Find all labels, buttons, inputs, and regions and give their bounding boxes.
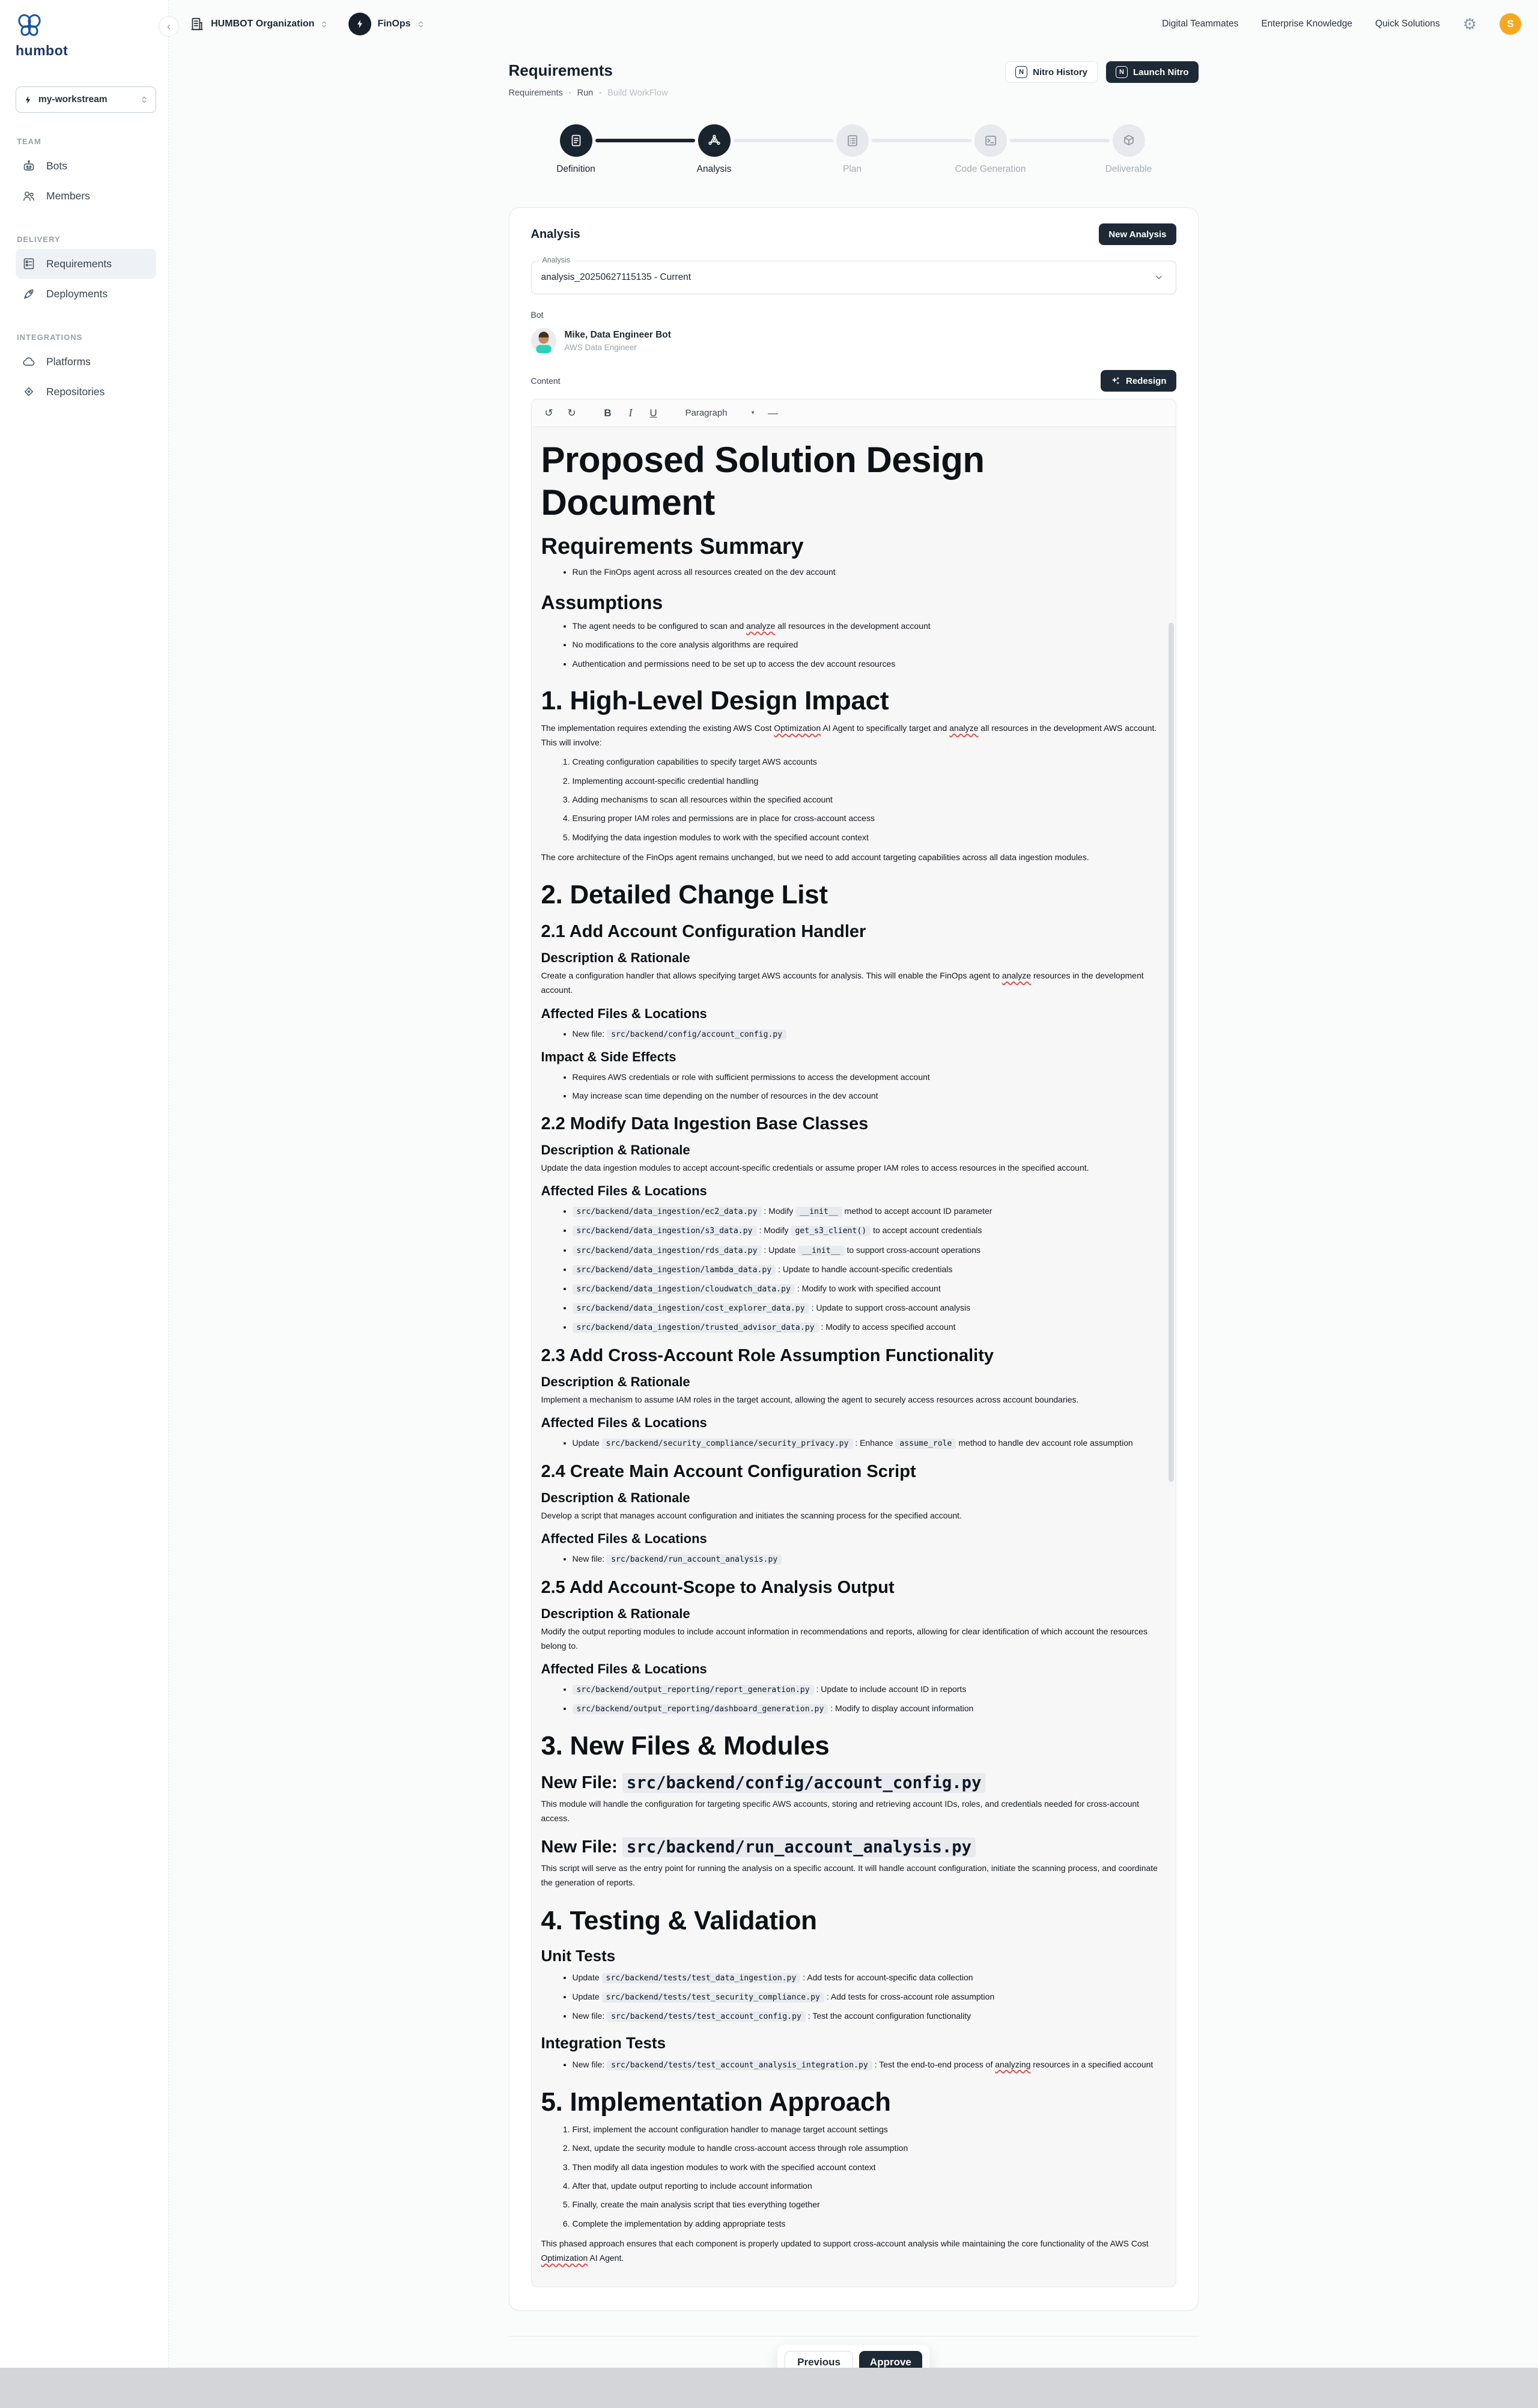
workflow-stepper [556, 124, 1152, 180]
inline-code: src/backend/config/account_config.py [622, 1773, 986, 1793]
members-icon [22, 189, 36, 203]
doc-list [541, 619, 1166, 670]
bot-field-label: Bot [530, 310, 544, 320]
doc-list [541, 1070, 1166, 1103]
bot-role: AWS Data Engineer [564, 342, 637, 352]
doc-heading: Integration Tests [541, 2033, 666, 2052]
content-field-label: Content [530, 376, 561, 386]
topbar-link-enterprise-knowledge[interactable]: Enterprise Knowledge [1261, 19, 1352, 29]
launch-nitro-button[interactable]: N Launch Nitro [1106, 61, 1199, 83]
doc-heading: 2.1 Add Account Configuration Handler [541, 922, 866, 942]
doc-list-item: • New file: src/backend/run_account_analysis.py [573, 1552, 1166, 1566]
horizontal-rule-button[interactable]: — [764, 404, 782, 422]
redesign-button[interactable]: Redesign [1101, 370, 1176, 392]
document-icon [569, 133, 583, 148]
doc-list [541, 1436, 1166, 1450]
doc-heading: Unit Tests [541, 1946, 616, 1965]
rocket-icon [22, 287, 36, 301]
breadcrumb-item[interactable]: Requirements [508, 88, 563, 98]
stepper-connector [595, 139, 695, 142]
doc-heading: Assumptions [541, 591, 663, 613]
italic-button[interactable]: I [622, 404, 640, 422]
step-code-generation[interactable] [974, 124, 1007, 157]
approve-button[interactable]: Approve [859, 2351, 922, 2374]
doc-heading: New File: src/backend/config/account_config.py [541, 1773, 1166, 1793]
chevron-down-icon [1154, 273, 1164, 282]
spellcheck-word: Optimization [541, 2253, 588, 2263]
sidebar-section-title: INTEGRATIONS [17, 333, 83, 342]
doc-list-item: 2. Implementing account-specific credential handling [573, 774, 1166, 787]
requirements-icon [22, 256, 36, 271]
doc-list-item: 5. Modifying the data ingestion modules to work with the specified account context [573, 831, 1166, 844]
analysis-network-icon [707, 133, 722, 148]
doc-list-item: • src/backend/data_ingestion/rds_data.py : Update __init__ to support cross-account operations [573, 1243, 1166, 1257]
stepper-connector [1010, 139, 1110, 142]
doc-list-item: • New file: src/backend/config/account_config.py [573, 1027, 1166, 1041]
nitro-icon: N [1015, 66, 1027, 78]
bot-name: Mike, Data Engineer Bot [564, 329, 671, 340]
doc-list-item: • No modifications to the core analysis algorithms are required [573, 638, 1166, 651]
doc-list-item: • src/backend/output_reporting/dashboard_generation.py : Modify to display account information [573, 1702, 1166, 1715]
sidebar-item-members[interactable] [16, 181, 156, 211]
step-deliverable[interactable] [1113, 124, 1145, 157]
doc-heading: Affected Files & Locations [541, 1530, 707, 1546]
previous-button[interactable]: Previous [785, 2351, 853, 2374]
doc-heading: Description & Rationale [541, 1374, 690, 1389]
sidebar [0, 0, 169, 2368]
spellcheck-word: Optimization [774, 723, 821, 733]
bot-avatar [531, 328, 556, 353]
doc-list-item: • Update src/backend/tests/test_data_ingestion.py : Add tests for account-specific data collection [573, 1971, 1166, 1985]
inline-code: src/backend/security_compliance/security_privacy.py [602, 1439, 853, 1449]
breadcrumb [509, 88, 668, 98]
doc-heading: Affected Files & Locations [541, 1005, 707, 1021]
stepper-connector [872, 139, 971, 142]
stepper-connector [734, 139, 833, 142]
finops-badge-icon [348, 13, 371, 35]
sidebar-section-title: DELIVERY [17, 235, 61, 244]
building-icon [189, 16, 205, 32]
inline-code: __init__ [798, 1246, 844, 1256]
doc-list-item: • The agent needs to be configured to scan and analyze all resources in the development account [573, 619, 1166, 632]
package-icon [1122, 133, 1136, 148]
topbar-link-quick-solutions[interactable]: Quick Solutions [1375, 19, 1440, 29]
editor-toolbar [532, 399, 1176, 427]
plan-checklist-icon [845, 133, 860, 148]
page-header [509, 61, 1199, 98]
doc-heading: Affected Files & Locations [541, 1415, 707, 1430]
doc-list [541, 2123, 1166, 2230]
sidebar-item-label: Members [46, 189, 90, 202]
analysis-select-value: analysis_20250627115135 - Current [541, 272, 691, 282]
doc-list [541, 565, 1166, 578]
step-label: Analysis [696, 164, 732, 174]
sidebar-collapse-button[interactable]: ‹ [159, 16, 179, 37]
doc-paragraph: This module will handle the configuration for targeting specific AWS accounts, storing and retrieving account IDs, roles, and credentials needed for cross-account access. [541, 1799, 1140, 1824]
doc-list-item: • src/backend/data_ingestion/cost_explorer_data.py : Update to support cross-account analysis [573, 1301, 1166, 1315]
bottom-band [0, 2368, 1538, 2408]
breadcrumb-item[interactable]: Run [577, 88, 594, 98]
repo-icon [22, 384, 36, 399]
inline-code: src/backend/output_reporting/dashboard_generation.py [573, 1704, 828, 1714]
step-analysis[interactable] [698, 124, 731, 157]
doc-list-item: • New file: src/backend/tests/test_account_config.py : Test the account configuration functionality [573, 2009, 1166, 2023]
doc-heading: 2.5 Add Account-Scope to Analysis Output [541, 1577, 895, 1597]
doc-heading: 2.2 Modify Data Ingestion Base Classes [541, 1114, 869, 1134]
doc-heading: Description & Rationale [541, 1490, 690, 1505]
sidebar-item-deployments[interactable] [16, 279, 156, 309]
spellcheck-word: analyze [746, 620, 776, 631]
chevron-updown-icon [320, 19, 328, 29]
spellcheck-word: analyzing [995, 2059, 1031, 2069]
gear-icon[interactable]: ⚙ [1462, 15, 1477, 33]
org-switcher[interactable] [189, 16, 328, 32]
analysis-select[interactable] [531, 256, 1176, 294]
cloud-icon [22, 354, 36, 369]
doc-list-item: • Run the FinOps agent across all resources created on the dev account [573, 565, 1166, 578]
bolt-icon [23, 95, 32, 105]
sidebar-item-label: Bots [46, 159, 68, 172]
inline-code: src/backend/data_ingestion/s3_data.py [573, 1226, 757, 1236]
sidebar-section-title: TEAM [17, 137, 41, 146]
step-label: Definition [556, 164, 595, 174]
doc-heading: Description & Rationale [541, 1606, 690, 1621]
underline-button[interactable]: U [645, 404, 663, 422]
doc-heading: Affected Files & Locations [541, 1183, 707, 1199]
doc-list-item: • Authentication and permissions need to be set up to access the dev account resources [573, 657, 1166, 670]
step-label: Code Generation [955, 164, 1026, 174]
step-plan[interactable] [836, 124, 869, 157]
chevron-updown-icon [140, 94, 148, 105]
step-label: Deliverable [1105, 164, 1152, 174]
doc-paragraph: Update the data ingestion modules to accept account-specific credentials or assume proper IAM roles to access resources in the specified account. [541, 1163, 1089, 1173]
doc-list-item: 3. Adding mechanisms to scan all resources within the specified account [573, 793, 1166, 806]
doc-list [541, 1971, 1166, 2023]
redo-icon[interactable]: ↻ [563, 404, 581, 422]
doc-list-item: 4. Ensuring proper IAM roles and permissions are in place for cross-account access [573, 811, 1166, 825]
sidebar-section [16, 235, 156, 309]
doc-list [541, 1552, 1166, 1566]
doc-list-item: 1. First, implement the account configuration handler to manage target account settings [573, 2123, 1166, 2136]
doc-heading: Requirements Summary [541, 533, 804, 559]
doc-heading: 4. Testing & Validation [541, 1905, 817, 1935]
chevron-updown-icon [417, 19, 425, 29]
inline-code: src/backend/tests/test_account_config.py [607, 2012, 806, 2022]
doc-list-item: • src/backend/data_ingestion/lambda_data.py : Update to handle account-specific credentials [573, 1263, 1166, 1276]
inline-code: src/backend/output_reporting/report_generation.py [573, 1685, 814, 1695]
inline-code: src/backend/data_ingestion/cloudwatch_data.py [573, 1284, 795, 1294]
editor-scrollbar[interactable] [1169, 623, 1174, 1482]
sidebar-item-label: Platforms [46, 355, 91, 368]
sidebar-item-label: Deployments [46, 287, 108, 300]
workstream-value: my-workstream [38, 94, 108, 105]
spellcheck-word: analyze [1002, 971, 1032, 981]
workstream-selector[interactable] [16, 86, 156, 113]
doc-list-item: • src/backend/data_ingestion/s3_data.py : Modify get_s3_client() to accept account credentials [573, 1224, 1166, 1237]
breadcrumb-separator-icon: • [568, 89, 571, 97]
doc-paragraph: This script will serve as the entry point for running the analysis on a specific account. It will handle account configuration, initiate the scanning process, and coordinate the generation of reports. [541, 1863, 1158, 1888]
doc-list-item: • src/backend/data_ingestion/cloudwatch_data.py : Modify to work with specified account [573, 1282, 1166, 1296]
doc-list-item: 1. Creating configuration capabilities to specify target AWS accounts [573, 755, 1166, 768]
nitro-icon: N [1116, 66, 1128, 78]
doc-paragraph: Develop a script that manages account configuration and initiates the scanning process for the specified account. [541, 1510, 962, 1520]
doc-list-item: • Requires AWS credentials or role with sufficient permissions to access the development account [573, 1070, 1166, 1084]
card-title: Analysis [530, 227, 580, 241]
sidebar-item-label: Repositories [46, 385, 105, 398]
doc-paragraph: This phased approach ensures that each component is properly updated to support cross-account analysis while maintaining the core functionality of the AWS Cost Optimization AI Agent. [541, 2239, 1149, 2263]
doc-list [541, 1682, 1166, 1715]
doc-list-item: • src/backend/data_ingestion/ec2_data.py : Modify __init__ method to accept account ID parameter [573, 1204, 1166, 1218]
doc-list-item: 3. Then modify all data ingestion modules to work with the specified account context [573, 2161, 1166, 2174]
inline-code: src/backend/tests/test_security_compliance.py [602, 1992, 824, 2003]
topbar [169, 0, 1538, 48]
caret-down-icon: ▾ [751, 410, 755, 416]
step-label: Plan [842, 164, 862, 174]
sidebar-section [16, 333, 156, 407]
doc-heading: 2. Detailed Change List [541, 880, 828, 910]
sidebar-item-platforms[interactable] [16, 347, 156, 377]
inline-code: assume_role [895, 1439, 956, 1449]
project-name: FinOps [377, 19, 411, 29]
doc-list-item: • May increase scan time depending on the number of resources in the dev account [573, 1089, 1166, 1102]
topbar-links [1162, 19, 1440, 29]
org-name: HUMBOT Organization [211, 19, 315, 29]
inline-code: src/backend/run_account_analysis.py [607, 1554, 782, 1565]
inline-code: get_s3_client() [791, 1226, 871, 1236]
analysis-select-label: Analysis [539, 256, 574, 264]
humbot-logo [16, 13, 156, 59]
inline-code: __init__ [795, 1207, 842, 1217]
page-title: Requirements [508, 61, 613, 79]
main-area [169, 0, 1538, 2368]
sidebar-item-label: Requirements [46, 257, 112, 270]
new-analysis-button[interactable]: New Analysis [1099, 223, 1176, 245]
doc-paragraph: The implementation requires extending the existing AWS Cost Optimization AI Agent to specifically target and analyze all resources in the development AWS account. This will involve: [541, 723, 1157, 748]
doc-paragraph: Implement a mechanism to assume IAM roles in the target account, allowing the agent to securely access resources across account boundaries. [541, 1394, 1079, 1404]
bot-row [531, 328, 1176, 353]
spellcheck-word: analyze [949, 723, 979, 733]
logo-wordmark: humbot [16, 43, 68, 58]
inline-code: src/backend/tests/test_data_ingestion.py [602, 1973, 801, 1983]
analysis-card [509, 207, 1199, 2311]
doc-heading: Proposed Solution Design Document [541, 440, 985, 523]
doc-list-item: • Update src/backend/tests/test_security_compliance.py : Add tests for cross-account role assumption [573, 1990, 1166, 2004]
inline-code: src/backend/data_ingestion/ec2_data.py [573, 1207, 762, 1217]
doc-list [541, 1204, 1166, 1333]
inline-code: src/backend/data_ingestion/trusted_advisor_data.py [573, 1323, 819, 1333]
rich-text-editor[interactable] [531, 399, 1176, 2287]
doc-list-item: • src/backend/data_ingestion/trusted_advisor_data.py : Modify to access specified account [573, 1320, 1166, 1334]
document-content[interactable] [532, 427, 1176, 2287]
inline-code: src/backend/tests/test_account_analysis_integration.py [607, 2060, 872, 2070]
doc-heading: New File: src/backend/run_account_analysis.py [541, 1837, 1166, 1857]
inline-code: src/backend/data_ingestion/lambda_data.py [573, 1265, 776, 1275]
topbar-right [1162, 13, 1521, 35]
doc-list [541, 1027, 1166, 1041]
undo-icon[interactable]: ↺ [540, 404, 558, 422]
doc-list-item: 5. Finally, create the main analysis script that ties everything together [573, 2198, 1166, 2211]
doc-heading: Description & Rationale [541, 1142, 690, 1158]
doc-list-item: 2. Next, update the security module to handle cross-account access through role assumption [573, 2141, 1166, 2155]
doc-heading: Affected Files & Locations [541, 1661, 707, 1677]
footer-divider [509, 2336, 1199, 2337]
bold-button[interactable]: B [599, 404, 617, 422]
doc-list-item: • Update src/backend/security_compliance/security_privacy.py : Enhance assume_role method to handle dev account role assumption [573, 1436, 1166, 1450]
doc-paragraph: The core architecture of the FinOps agent remains unchanged, but we need to add account targeting capabilities across all data ingestion modules. [541, 852, 1089, 863]
user-avatar[interactable]: S [1500, 13, 1521, 35]
inline-code: src/backend/config/account_config.py [607, 1030, 786, 1040]
doc-list [541, 2058, 1166, 2072]
sidebar-item-bots[interactable] [16, 151, 156, 181]
breadcrumb-separator-icon: • [599, 89, 602, 97]
doc-heading: 2.4 Create Main Account Configuration Script [541, 1461, 916, 1481]
project-switcher[interactable] [348, 13, 424, 35]
robot-icon [22, 159, 36, 173]
sidebar-item-requirements[interactable] [16, 249, 156, 279]
paragraph-style-select[interactable]: Paragraph ▾ [685, 408, 755, 418]
doc-heading: 5. Implementation Approach [541, 2087, 891, 2117]
breadcrumb-item: Build WorkFlow [607, 88, 668, 98]
doc-list-item: • src/backend/output_reporting/report_generation.py : Update to include account ID in reports [573, 1682, 1166, 1696]
doc-heading: 1. High-Level Design Impact [541, 686, 889, 716]
doc-paragraph: Modify the output reporting modules to include account information in recommendations and reports, allowing for clear identification of which account the resources belong to. [541, 1626, 1147, 1651]
inline-code: src/backend/data_ingestion/rds_data.py [573, 1246, 762, 1256]
inline-code: src/backend/data_ingestion/cost_explorer_data.py [573, 1303, 809, 1314]
sparkles-icon [1110, 376, 1120, 386]
topbar-link-digital-teammates[interactable]: Digital Teammates [1162, 19, 1239, 29]
butterfly-logo-icon [16, 13, 43, 38]
doc-list-item: • New file: src/backend/tests/test_account_analysis_integration.py : Test the end-to-end process of analyzing resources in a specified account [573, 2058, 1166, 2072]
doc-paragraph: Create a configuration handler that allows specifying target AWS accounts for analysis. This will enable the FinOps agent to analyze resources in the development account. [541, 971, 1144, 995]
doc-heading: 3. New Files & Modules [541, 1731, 830, 1761]
sidebar-nav [16, 137, 156, 407]
terminal-icon [983, 133, 998, 148]
sidebar-section [16, 137, 156, 211]
doc-heading: Description & Rationale [541, 950, 690, 966]
nitro-history-button[interactable]: N Nitro History [1005, 61, 1098, 83]
step-definition[interactable] [560, 124, 592, 157]
doc-heading: Impact & Side Effects [541, 1049, 676, 1064]
doc-list-item: 4. After that, update output reporting to include account information [573, 2179, 1166, 2192]
doc-heading: 2.3 Add Cross-Account Role Assumption Functionality [541, 1345, 994, 1365]
doc-list-item: 6. Complete the implementation by adding appropriate tests [573, 2217, 1166, 2230]
inline-code: src/backend/run_account_analysis.py [622, 1837, 976, 1857]
doc-list [541, 755, 1166, 844]
sidebar-item-repositories[interactable] [16, 377, 156, 407]
